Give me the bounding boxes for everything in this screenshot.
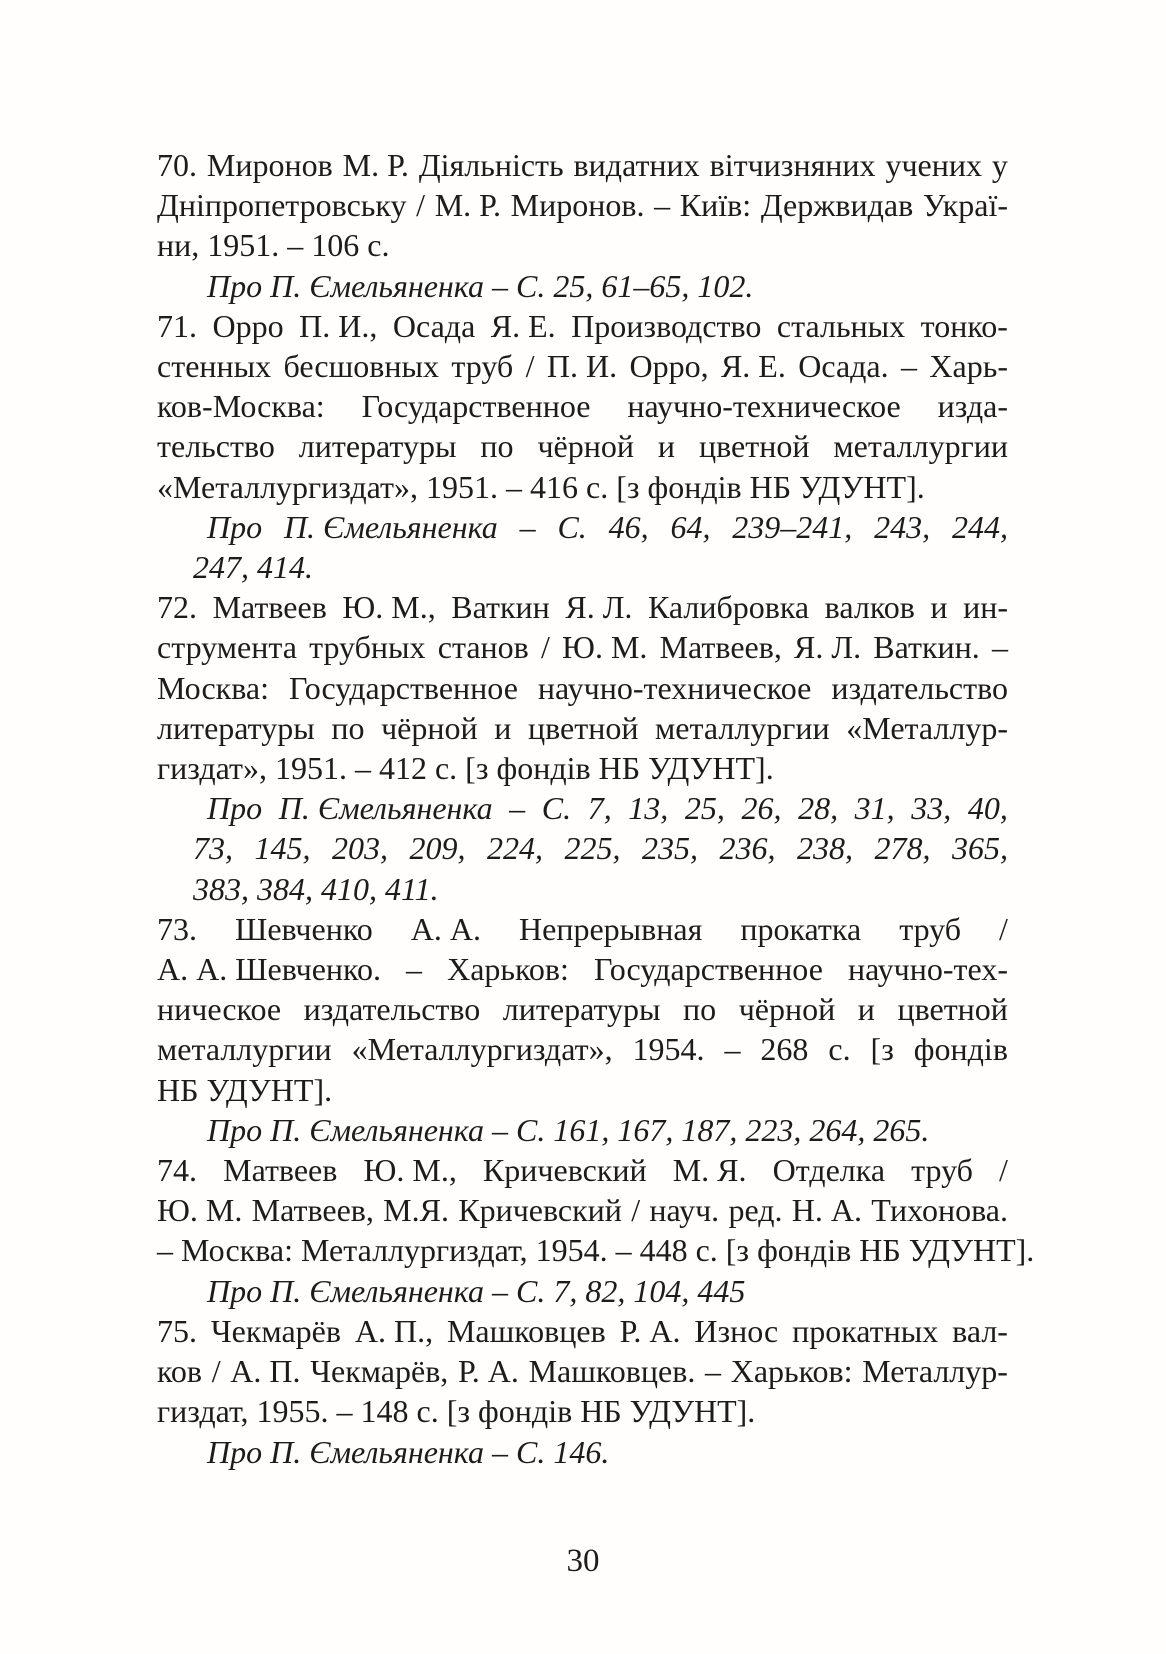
citation-line: 74. Матвеев Ю. М., Кричевский М. Я. Отделка труб / (157, 1152, 1008, 1189)
note-line: 247, 414. (193, 549, 313, 586)
citation-line: 71. Орро П. И., Осада Я. Е. Производство стальных тонко- (157, 307, 1008, 344)
note-line: 73, 145, 203, 209, 224, 225, 235, 236, 238, 278, 365, (193, 830, 1008, 867)
bibliography-entry (157, 145, 1008, 306)
citation-line: струмента трубных станов / Ю. М. Матвеев, Я. Л. Ваткин. – (157, 629, 1008, 666)
bibliography-entry (157, 909, 1008, 1150)
citation-line: «Металлургиздат», 1951. – 416 с. [з фондів НБ УДУНТ]. (157, 468, 925, 505)
citation-line: гиздат, 1955. – 148 с. [з фондів НБ УДУНТ]. (157, 1393, 756, 1430)
bibliography-entry (157, 587, 1008, 909)
bibliography-entry (157, 1150, 1035, 1311)
note-line: Про П. Ємельяненка – С. 25, 61–65, 102. (207, 267, 754, 304)
citation-line: 75. Чекмарёв А. П., Машковцев Р. А. Износ прокатных вал- (157, 1312, 1008, 1349)
citation-line: ков / А. П. Чекмарёв, Р. А. Машковцев. – Харьков: Металлур- (157, 1353, 1008, 1390)
bibliography-entry (157, 1311, 1008, 1472)
citation-line: тельство литературы по чёрной и цветной металлургии (157, 428, 1008, 465)
citation-line: ков-Москва: Государственное научно-техническое изда- (157, 388, 1008, 425)
note-line: 383, 384, 410, 411. (193, 870, 439, 907)
citation-line: Москва: Государственное научно-техническое издательство (157, 669, 1008, 706)
citation-line: Дніпропетровську / М. Р. Миронов. – Київ: Держвидав Украї- (157, 187, 1008, 224)
citation-line: 70. Миронов М. Р. Діяльність видатних вітчизняних учених у (157, 147, 1008, 183)
citation-line: ни, 1951. – 106 с. (157, 227, 390, 264)
note-line: Про П. Ємельяненка – С. 7, 82, 104, 445 (207, 1272, 746, 1309)
citation-line: гиздат», 1951. – 412 с. [з фондів НБ УДУНТ]. (157, 750, 774, 787)
note-line: Про П. Ємельяненка – С. 7, 13, 25, 26, 28, 31, 33, 40, (207, 790, 1008, 827)
citation-line: 72. Матвеев Ю. М., Ваткин Я. Л. Калибровка валков и ин- (157, 589, 1008, 626)
page-number: 30 (566, 1543, 600, 1579)
bibliography-list (157, 145, 1035, 1472)
citation-line: Ю. М. Матвеев, М.Я. Кричевский / науч. ред. Н. А. Тихонова. (157, 1192, 1008, 1229)
citation-line: НБ УДУНТ]. (157, 1071, 333, 1108)
bibliography-entry (157, 306, 1008, 587)
citation-line: ническое издательство литературы по чёрной и цветной (157, 991, 1008, 1028)
citation-line: стенных бесшовных труб / П. И. Орро, Я. Е. Осада. – Харь- (157, 348, 1008, 385)
note-line: Про П. Ємельяненка – С. 146. (207, 1433, 610, 1470)
citation-line: – Москва: Металлургиздат, 1954. – 448 с. [з фондів НБ УДУНТ]. (157, 1232, 1035, 1269)
note-line: Про П. Ємельяненка – С. 46, 64, 239–241, 243, 244, (207, 508, 1008, 545)
citation-line: литературы по чёрной и цветной металлургии «Металлур- (157, 709, 1008, 746)
citation-line: металлургии «Металлургиздат», 1954. – 268 с. [з фондів (157, 1031, 1008, 1068)
note-line: Про П. Ємельяненка – С. 161, 167, 187, 223, 264, 265. (207, 1111, 930, 1148)
citation-line: А. А. Шевченко. – Харьков: Государственное научно-тех- (157, 951, 1008, 988)
citation-line: 73. Шевченко А. А. Непрерывная прокатка труб / (157, 910, 1008, 947)
